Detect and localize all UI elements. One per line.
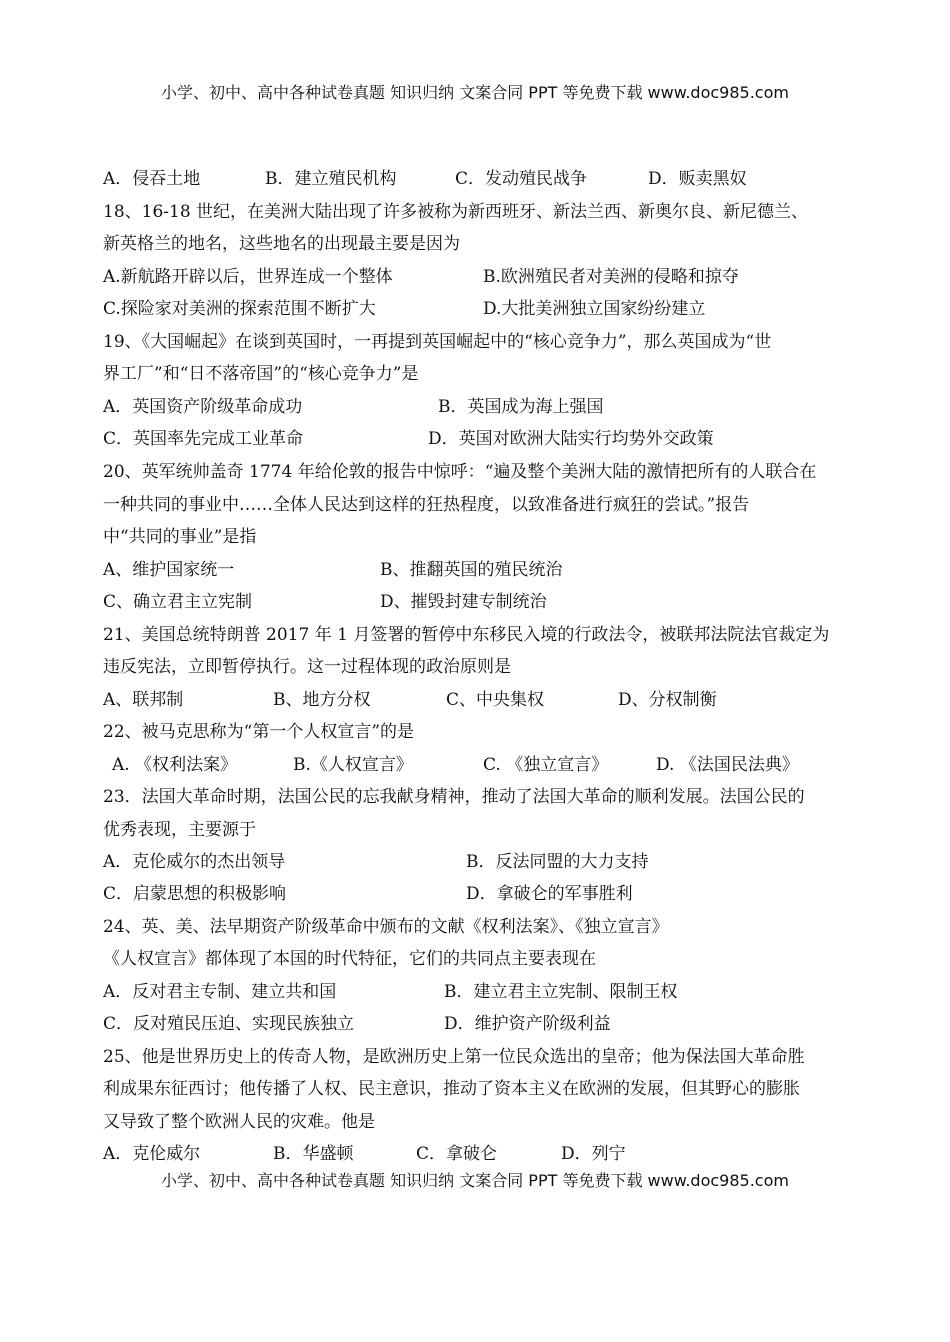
q22-option-a[interactable]: A. 《权利法案》 [112,755,238,775]
q21-option-c[interactable]: C、中央集权 [446,690,545,710]
q25-stem-line2: 利成果东征西讨；他传播了人权、民主意识，推动了资本主义在欧洲的发展，但其野心的膨胀 [103,1079,800,1099]
q19-stem-line1: 19、《大国崛起》在谈到英国时，一再提到英国崛起中的“核心竞争力”，那么英国成为“世 [103,332,772,352]
q18-option-d[interactable]: D.大批美洲独立国家纷纷建立 [483,299,706,319]
q23-option-c[interactable]: C．启蒙思想的积极影响 [103,884,287,904]
q25-option-c[interactable]: C．拿破仑 [416,1144,498,1164]
q21-stem-line2: 违反宪法，立即暂停执行。这一过程体现的政治原则是 [103,657,511,677]
q20-option-b[interactable]: B、推翻英国的殖民统治 [380,560,563,580]
q20-option-a[interactable]: A、维护国家统一 [103,560,235,580]
q17-option-a[interactable]: A．侵吞土地 [103,169,201,189]
q23-option-d[interactable]: D．拿破仑的军事胜利 [466,884,633,904]
q23-stem-line1: 23．法国大革命时期，法国公民的忘我献身精神，推动了法国大革命的顺利发展。法国公民的 [103,787,805,807]
q18-option-a[interactable]: A.新航路开辟以后，世界连成一个整体 [103,267,393,287]
q20-stem-line2: 一种共同的事业中……全体人民达到这样的狂热程度，以致准备进行疯狂的尝试。”报告 [103,495,750,515]
q22-option-c[interactable]: C. 《独立宣言》 [483,755,609,775]
q18-stem-line2: 新英格兰的地名，这些地名的出现最主要是因为 [103,234,460,254]
q25-option-a[interactable]: A．克伦威尔 [103,1144,201,1164]
q22-stem-line1: 22、被马克思称为“第一个人权宣言”的是 [103,722,415,742]
q19-option-d[interactable]: D．英国对欧洲大陆实行均势外交政策 [428,429,714,449]
q25-option-b[interactable]: B．华盛顿 [273,1144,354,1164]
q23-option-b[interactable]: B．反法同盟的大力支持 [466,852,649,872]
q24-option-a[interactable]: A．反对君主专制、建立共和国 [103,982,337,1002]
q24-option-b[interactable]: B．建立君主立宪制、限制王权 [444,982,678,1002]
page-footer: 小学、初中、高中各种试卷真题 知识归纳 文案合同 PPT 等免费下载 www.doc985.com [161,1171,789,1190]
q20-option-d[interactable]: D、摧毁封建专制统治 [380,592,547,612]
q24-option-d[interactable]: D．维护资产阶级利益 [444,1014,611,1034]
q25-option-d[interactable]: D．列宁 [561,1144,626,1164]
q21-option-d[interactable]: D、分权制衡 [618,690,717,710]
q17-option-c[interactable]: C．发动殖民战争 [455,169,588,189]
q22-option-b[interactable]: B.《人权宣言》 [293,755,413,775]
q22-option-d[interactable]: D. 《法国民法典》 [656,755,799,775]
page-header: 小学、初中、高中各种试卷真题 知识归纳 文案合同 PPT 等免费下载 www.doc985.com [161,83,789,102]
q17-option-d[interactable]: D．贩卖黑奴 [648,169,747,189]
q24-stem-line2: 《人权宣言》都体现了本国的时代特征，它们的共同点主要表现在 [103,949,596,969]
q25-stem-line3: 又导致了整个欧洲人民的灾难。他是 [103,1112,375,1132]
q20-stem-line3: 中“共同的事业”是指 [103,527,257,547]
q18-option-c[interactable]: C.探险家对美洲的探索范围不断扩大 [103,299,376,319]
q21-option-a[interactable]: A、联邦制 [103,690,184,710]
q19-option-a[interactable]: A．英国资产阶级革命成功 [103,397,303,417]
q19-option-b[interactable]: B．英国成为海上强国 [438,397,604,417]
q23-stem-line2: 优秀表现，主要源于 [103,820,256,840]
q20-option-c[interactable]: C、确立君主立宪制 [103,592,253,612]
q25-stem-line1: 25、他是世界历史上的传奇人物，是欧洲历史上第一位民众选出的皇帝；他为保法国大革命胜 [103,1047,805,1067]
q19-stem-line2: 界工厂”和“日不落帝国”的“核心竞争力”是 [103,364,419,384]
q17-option-b[interactable]: B．建立殖民机构 [265,169,397,189]
q24-option-c[interactable]: C．反对殖民压迫、实现民族独立 [103,1014,355,1034]
q20-stem-line1: 20、英军统帅盖奇 1774 年给伦敦的报告中惊呼：“遍及整个美洲大陆的激情把所有的人联合在 [103,462,817,482]
q21-option-b[interactable]: B、地方分权 [273,690,371,710]
q23-option-a[interactable]: A．克伦威尔的杰出领导 [103,852,286,872]
q19-option-c[interactable]: C．英国率先完成工业革命 [103,429,304,449]
q18-stem-line1: 18、16-18 世纪，在美洲大陆出现了许多被称为新西班牙、新法兰西、新奥尔良、新尼德兰、 [103,202,809,222]
q21-stem-line1: 21、美国总统特朗普 2017 年 1 月签署的暂停中东移民入境的行政法令，被联邦法院法官裁定为 [103,625,830,645]
q18-option-b[interactable]: B.欧洲殖民者对美洲的侵略和掠夺 [483,267,739,287]
q24-stem-line1: 24、英、美、法早期资产阶级革命中颁布的文献《权利法案》、《独立宣言》 [103,917,669,937]
